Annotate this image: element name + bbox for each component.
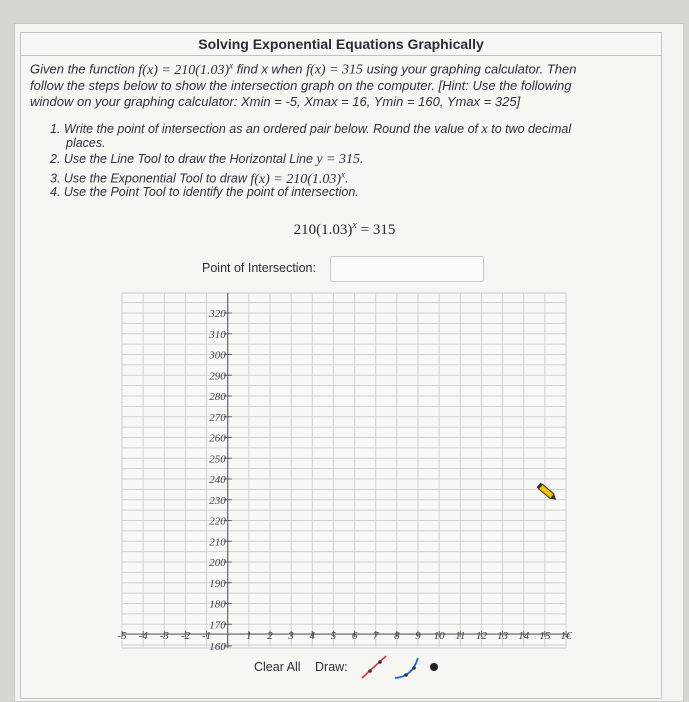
- y-tick-label: 190: [209, 577, 226, 590]
- x-tick-label: 13: [497, 630, 509, 642]
- x-tick-label: 11: [455, 630, 466, 642]
- x-tick-label: 9: [415, 630, 421, 642]
- x-tick-label: 1€: [560, 630, 572, 642]
- x-tick-label: -4: [138, 630, 148, 642]
- x-tick-label: 15: [539, 630, 551, 642]
- x-tick-label: -1: [201, 630, 212, 642]
- intro-function-exp: x: [229, 60, 234, 70]
- line-tool-icon: [362, 656, 386, 678]
- y-tick-label: 180: [209, 598, 226, 611]
- x-tick-label: 7: [372, 630, 379, 642]
- y-tick-label: 320: [209, 308, 226, 320]
- intro-line-2: follow the steps below to show the intersection graph on the computer. [Hint: Use the following: [30, 78, 572, 93]
- line-tool-button[interactable]: [356, 652, 392, 682]
- intro-line-3: window on your graphing calculator: Xmin = -5, Xmax = 16, Ymin = 160, Ymax = 325]: [30, 94, 521, 109]
- step-1-cont: places.: [66, 136, 106, 150]
- step-1-text-end: to two decimal: [491, 122, 572, 136]
- x-tick-label: 2: [267, 630, 273, 642]
- intro-mid: find x when: [236, 61, 303, 77]
- x-tick-label: -2: [180, 630, 191, 642]
- point-of-intersection-label: Point of Intersection:: [202, 261, 316, 275]
- equation-base: 210(1.03): [293, 222, 353, 238]
- y-tick-label: 240: [209, 474, 226, 486]
- point-tool-button[interactable]: [420, 652, 456, 682]
- graph-plot-area[interactable]: [122, 293, 566, 648]
- x-tick-label: 3: [288, 630, 294, 642]
- y-tick-label: 300: [209, 349, 226, 362]
- y-tick-label: 250: [209, 453, 226, 466]
- intro-post: using your graphing calculator. Then: [366, 61, 577, 77]
- step-3-end: .: [345, 171, 349, 186]
- y-tick-label: 170: [209, 619, 226, 632]
- x-tick-label: -3: [159, 630, 169, 642]
- equation-rhs: = 315: [360, 222, 396, 238]
- intro-function-base: f(x) = 210(1.03): [138, 62, 230, 78]
- point-tool-icon: [430, 663, 438, 671]
- step-3-text: 3. Use the Exponential Tool to draw: [50, 171, 247, 186]
- x-tick-label: 5: [330, 630, 337, 642]
- equation-exp: x: [352, 220, 357, 231]
- step-3-math-base: f(x) = 210(1.03): [250, 171, 342, 187]
- x-tick-label: 12: [475, 630, 487, 642]
- clear-all-button[interactable]: Clear All: [254, 660, 301, 674]
- step-1-math: x: [481, 122, 488, 137]
- step-2-text: 2. Use the Line Tool to draw the Horizontal Line: [50, 152, 313, 166]
- y-tick-label: 280: [209, 391, 226, 403]
- y-tick-label: 220: [209, 515, 226, 528]
- y-tick-label: 160: [209, 641, 226, 653]
- y-tick-label: 310: [209, 328, 226, 341]
- y-tick-label: 260: [209, 432, 226, 445]
- y-tick-label: 230: [209, 494, 226, 507]
- intro-condition: f(x) = 315: [306, 62, 364, 78]
- y-tick-label: 290: [209, 370, 226, 383]
- x-tick-label: 8: [394, 630, 400, 642]
- x-tick-label: 14: [518, 630, 530, 642]
- intro-pre: Given the function: [30, 61, 135, 77]
- x-tick-label: 4: [309, 630, 316, 642]
- x-tick-label: -5: [117, 630, 127, 642]
- y-tick-label: 210: [209, 536, 226, 549]
- draw-label: Draw:: [315, 660, 348, 674]
- page-title: Solving Exponential Equations Graphically: [198, 36, 484, 52]
- x-tick-label: 10: [433, 630, 445, 642]
- step-1-text: 1. Write the point of intersection as an ordered pair below. Round the value of: [50, 122, 479, 136]
- exponential-tool-icon: [395, 658, 418, 678]
- x-tick-label: 6: [351, 630, 358, 642]
- step-2-math: y = 315: [316, 152, 361, 167]
- step-2-end: .: [360, 152, 364, 166]
- y-tick-label: 200: [209, 557, 226, 569]
- graph-grid: [122, 293, 566, 648]
- step-4: 4. Use the Point Tool to identify the point of intersection.: [50, 185, 359, 199]
- y-tick-label: 270: [209, 411, 226, 424]
- step-3-math-exp: x: [341, 169, 346, 179]
- x-tick-label: 1: [246, 630, 252, 642]
